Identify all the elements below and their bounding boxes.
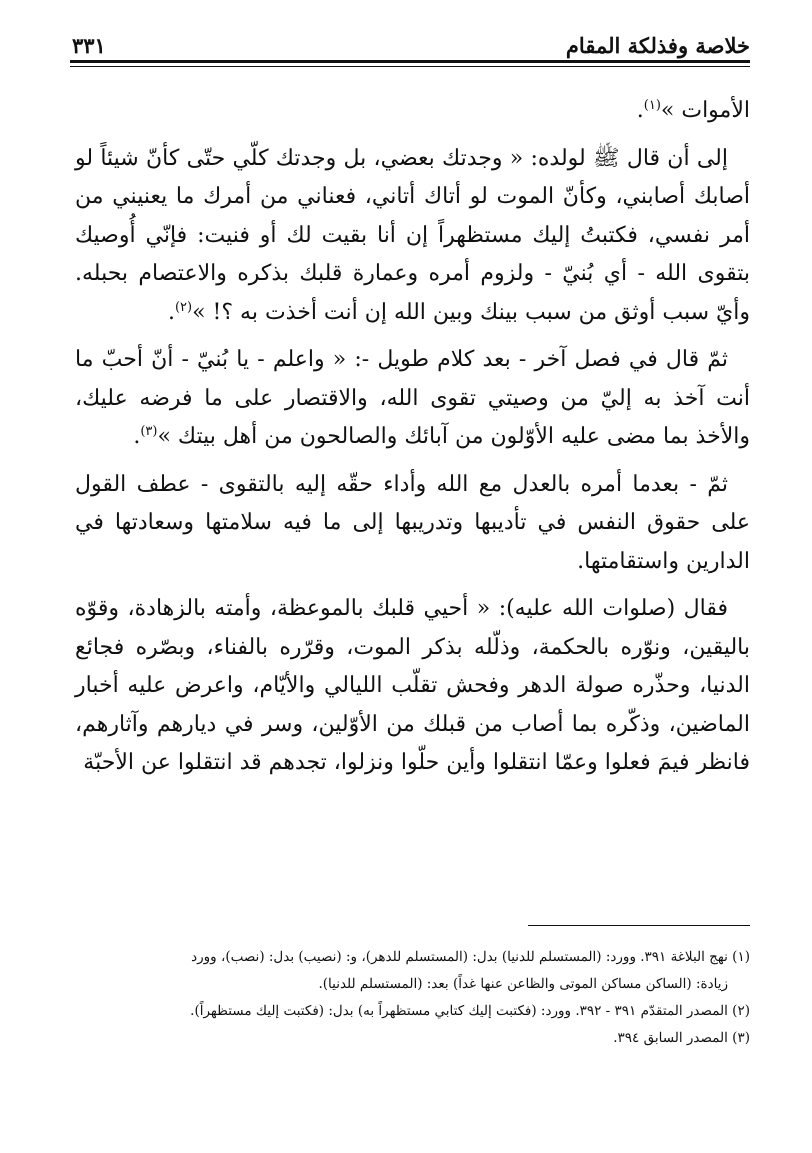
page-number: ٣٣١ — [72, 33, 106, 58]
footnote-3: (٣) المصدر السابق ٣٩٤. — [613, 1030, 750, 1046]
footnote-separator — [528, 925, 750, 926]
body-text — [75, 92, 750, 792]
footnote-ref-2[interactable]: (٢) — [174, 299, 193, 315]
footnotes — [75, 945, 750, 1053]
paragraph-4: ثمّ - بعدما أمره بالعدل مع الله وأداء حقّه إليه بالتقوى - عطف القول على حقوق النفس في تأديبها وتدريبها إلى ما فيه سلامتها وسعادتها في الدارين واستقامتها. — [75, 471, 750, 574]
header-rule-thin — [70, 66, 750, 67]
paragraph-3: ثمّ قال في فصل آخر - بعد كلام طويل -: « واعلم - يا بُنيّ - أنّ أحبّ ما أنت آخذ به إليّ من وصيتي تقوى الله، والاقتصار على ما فرضه عليك، والأخذ بما مضى عليه الأوّلون من آبائك والصالحون من أهل بيتك »$^{(٣)}$. — [75, 347, 750, 449]
header-rule-thick — [70, 60, 750, 63]
footnote-1-continuation: زيادة: (الساكن مساكن الموتى والظاعن عنها غداً) بعد: (المستسلم للدنيا). — [318, 976, 728, 992]
paragraph-1: الأموات »$^{(١)}$. — [636, 98, 750, 123]
footnote-ref-1[interactable]: (١) — [643, 98, 661, 113]
footnote-2: (٢) المصدر المتقدّم ٣٩١ - ٣٩٢. وورد: (فكتبت إليك كتابي مستظهراً به) بدل: (فكتبت إليك مستظهراً). — [190, 1003, 750, 1019]
paragraph-5: فقال (صلوات الله عليه): « أحيي قلبك بالموعظة، وأمته بالزهادة، وقوّه باليقين، ونوّره بالحكمة، وذلّله بذكر الموت، وقرّره بالفناء، وبصّره فجائع الدنيا، وحذّره صولة الدهر وفحش تقلّب الليالي والأيّام، واعرض عليه أخبار الماضين، وذكّره بما أصاب من قبلك من الأوّلين، وسر في ديارهم وآثارهم، فانظر فيمَ فعلوا وعمّا انتقلوا وأين حلّوا ونزلوا، تجدهم قد انتقلوا عن الأحبّة — [75, 596, 750, 775]
paragraph-2: إلى أن قال ﷺ لولده: « وجدتك بعضي، بل وجدتك كلّي حتّى كأنّ شيئاً لو أصابك أصابني، وكأنّ الموت لو أتاك أتاني، فعناني من أمرك ما يعنيني من أمر نفسي، فكتبتُ إليك مستظهراً إن أنا بقيت لك أو فنيت: فإنّي أُوصيك بتقوى الله - أي بُنيّ - ولزوم أمره وعمارة قلبك بذكره والاعتصام بحبله. وأيّ سبب أوثق من سبب بينك وبين الله إن أنت أخذت به ؟! »$^{(٢)}$. — [75, 145, 750, 325]
running-title: خلاصة وفذلكة المقام — [565, 33, 750, 58]
page-header — [72, 28, 750, 58]
footnote-ref-3[interactable]: (٣) — [140, 424, 158, 439]
footnote-1: (١) نهج البلاغة ٣٩١. وورد: (المستسلم للدنيا) بدل: (المستسلم للدهر)، و: (نصيب) بدل: (نصب)، وورد — [191, 949, 750, 965]
